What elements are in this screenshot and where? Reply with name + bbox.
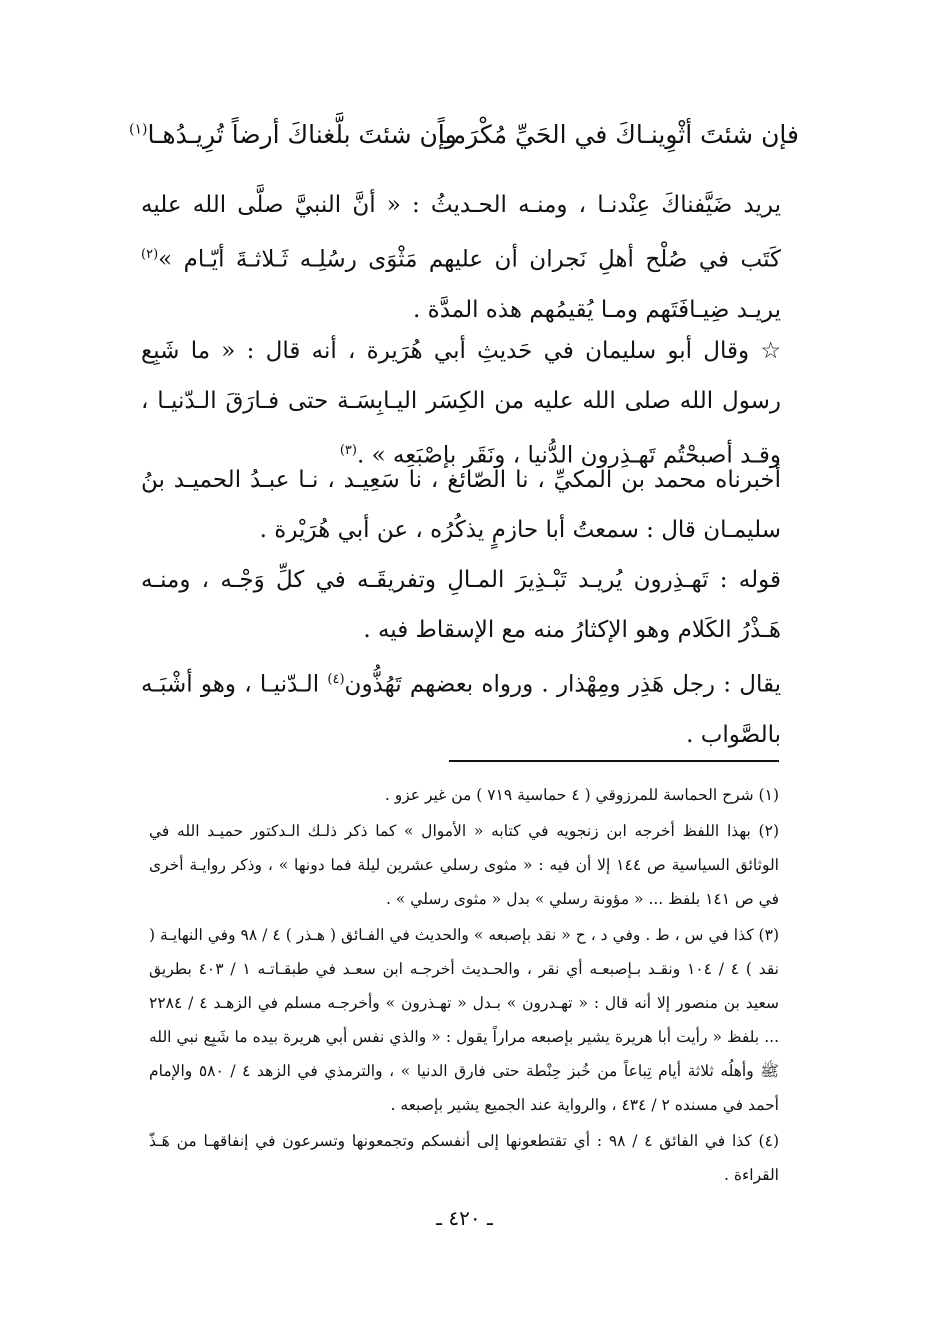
paragraph-isnad [141,455,781,555]
footnotes [149,778,779,1194]
paragraph-text: قوله : تَهـذِرون يُريـد تَبْـذِيرَ المـالِ وتفريقَـه في كلِّ وَجْـه ، ومنـه هَـذْرُ الكَلام وهو الإكثارُ منه مع الإسقاط فيه . [141,567,781,643]
footnote-3: (٣) كذا في س ، ط . وفي د ، ح « نقد بإصبعه » والحديث في الفـائق ( هـذر ) ٤ / ٩٨ وفي النهايـة ( نقد ) ٤ / ١٠٤ ونقـد بـإصبعـه أي نقر ، والحـديث أخرجـه ابن سعـد في طبقـاتـه ١ / ٤٠٣ بطريق سعيد بن منصور إلا أنه قال : « تهـدرون » بـدل « تهـذرون » وأخرجـه مسلم في الزهـد ٤ / ٢٢٨٤ ... بلفظ « رأيت أبا هريرة يشير بإصبعه مراراً يقول : « والذي نفس أبي هريرة بيده ما شَبِع نبي الله ﷺ وأهلُه ثلاثة أيام تِباعاً من خُبز حِنْطة حتى فارق الدنيا » ، والترمذي في الزهد ٤ / ٥٨٠ والإمام أحمد في مسنده ٢ / ٤٣٤ ، والرواية عند الجميع يشير بإصبعه . [149,926,780,1114]
footnote-mark: (١) [129,121,148,138]
paragraph-variant-reading [141,655,781,760]
footnote-mark: (٤) [327,672,345,687]
paragraph-text: يقال : رجل هَذِر ومِهْذار . ورواه بعضهم تَهُذُّون [344,671,781,698]
footnote-4: (٤) كذا في الفائق ٤ / ٩٨ : أي تقتطعونها إلى أنفسكم وتجمعونها وتسرعون في إنفاقهـا من هَـذّ القراءة . [149,1132,779,1184]
paragraph-text: الـدّنيـا ، وهو أشْبَـه بالصَّواب . [141,671,781,748]
footnote-mark: (٢) [141,247,159,262]
paragraph-text: ☆ وقال أبو سليمان في حَديثِ أبي هُرَيرة ، أنه قال : « ما شَبِع رسول الله صلى الله عليه من الكِسَر اليـابِسَـة حتى فـارَقَ الـدّنيـا ، وقـد أصبحْتُم تَهـذِرون الدُّنيا ، ونَقَر بإصْبَعِه » . [141,338,781,469]
paragraph-text: يريـد ضِيـافَتَهم ومـا يُقيمُهم هذه المدَّة . [413,296,781,323]
footnote-divider [449,760,779,762]
footnote-mark: (٣) [339,443,357,458]
poem-verse [129,120,799,164]
page-number: ـ ٤٢٠ ـ [436,1206,493,1230]
paragraph-text: أخبرناه محمد بن المكيِّ ، نا الصّائغ ، نا سَعِيـد ، نـا عبـدُ الحميـد بنُ سليمـان قال : سمعتُ أبا حازمٍ يذكُرُه ، عن أبي هُرَيْرة . [141,467,781,543]
verse-second-hemistich-text: وإن شئتَ بلَّغناكَ أرضاً تُرِيـدُهـا [147,120,457,149]
paragraph-text: يريد ضَيَّفناكَ عِنْدنـا ، ومنـه الحـديثُ : « أنَّ النبيَّ صلَّى الله عليه كَتَب في صُلْح أهلِ نَجران أن عليهم مَثْوَى رسُلِـه ثَـلاثـةَ أيّـام » [141,192,781,273]
paragraph-hadith-najran [141,180,781,335]
footnote-2: (٢) بهذا اللفظ أخرجه ابن زنجويه في كتابه « الأموال » كما ذكر ذلـك الـدكتور حميـد الله في الوثائق السياسية ص ١٤٤ إلا أن فيه : « مثوى رسلي عشرين ليلة فما دونها » ، وذكر روايـة أخرى في ص ١٤١ بلفظ ... « مؤونة رسلي » بدل « مثوى رسلي » . [149,822,779,908]
paragraph-explanation [141,555,781,655]
footnote-1: (١) شرح الحماسة للمرزوقي ( ٤ حماسية ٧١٩ ) من غير عزو . [384,786,779,804]
verse-first-hemistich: فإن شئتَ أثْوِينـاكَ في الحَيِّ مُكْرَمـاً [437,120,799,149]
verse-second-hemistich [129,120,457,149]
